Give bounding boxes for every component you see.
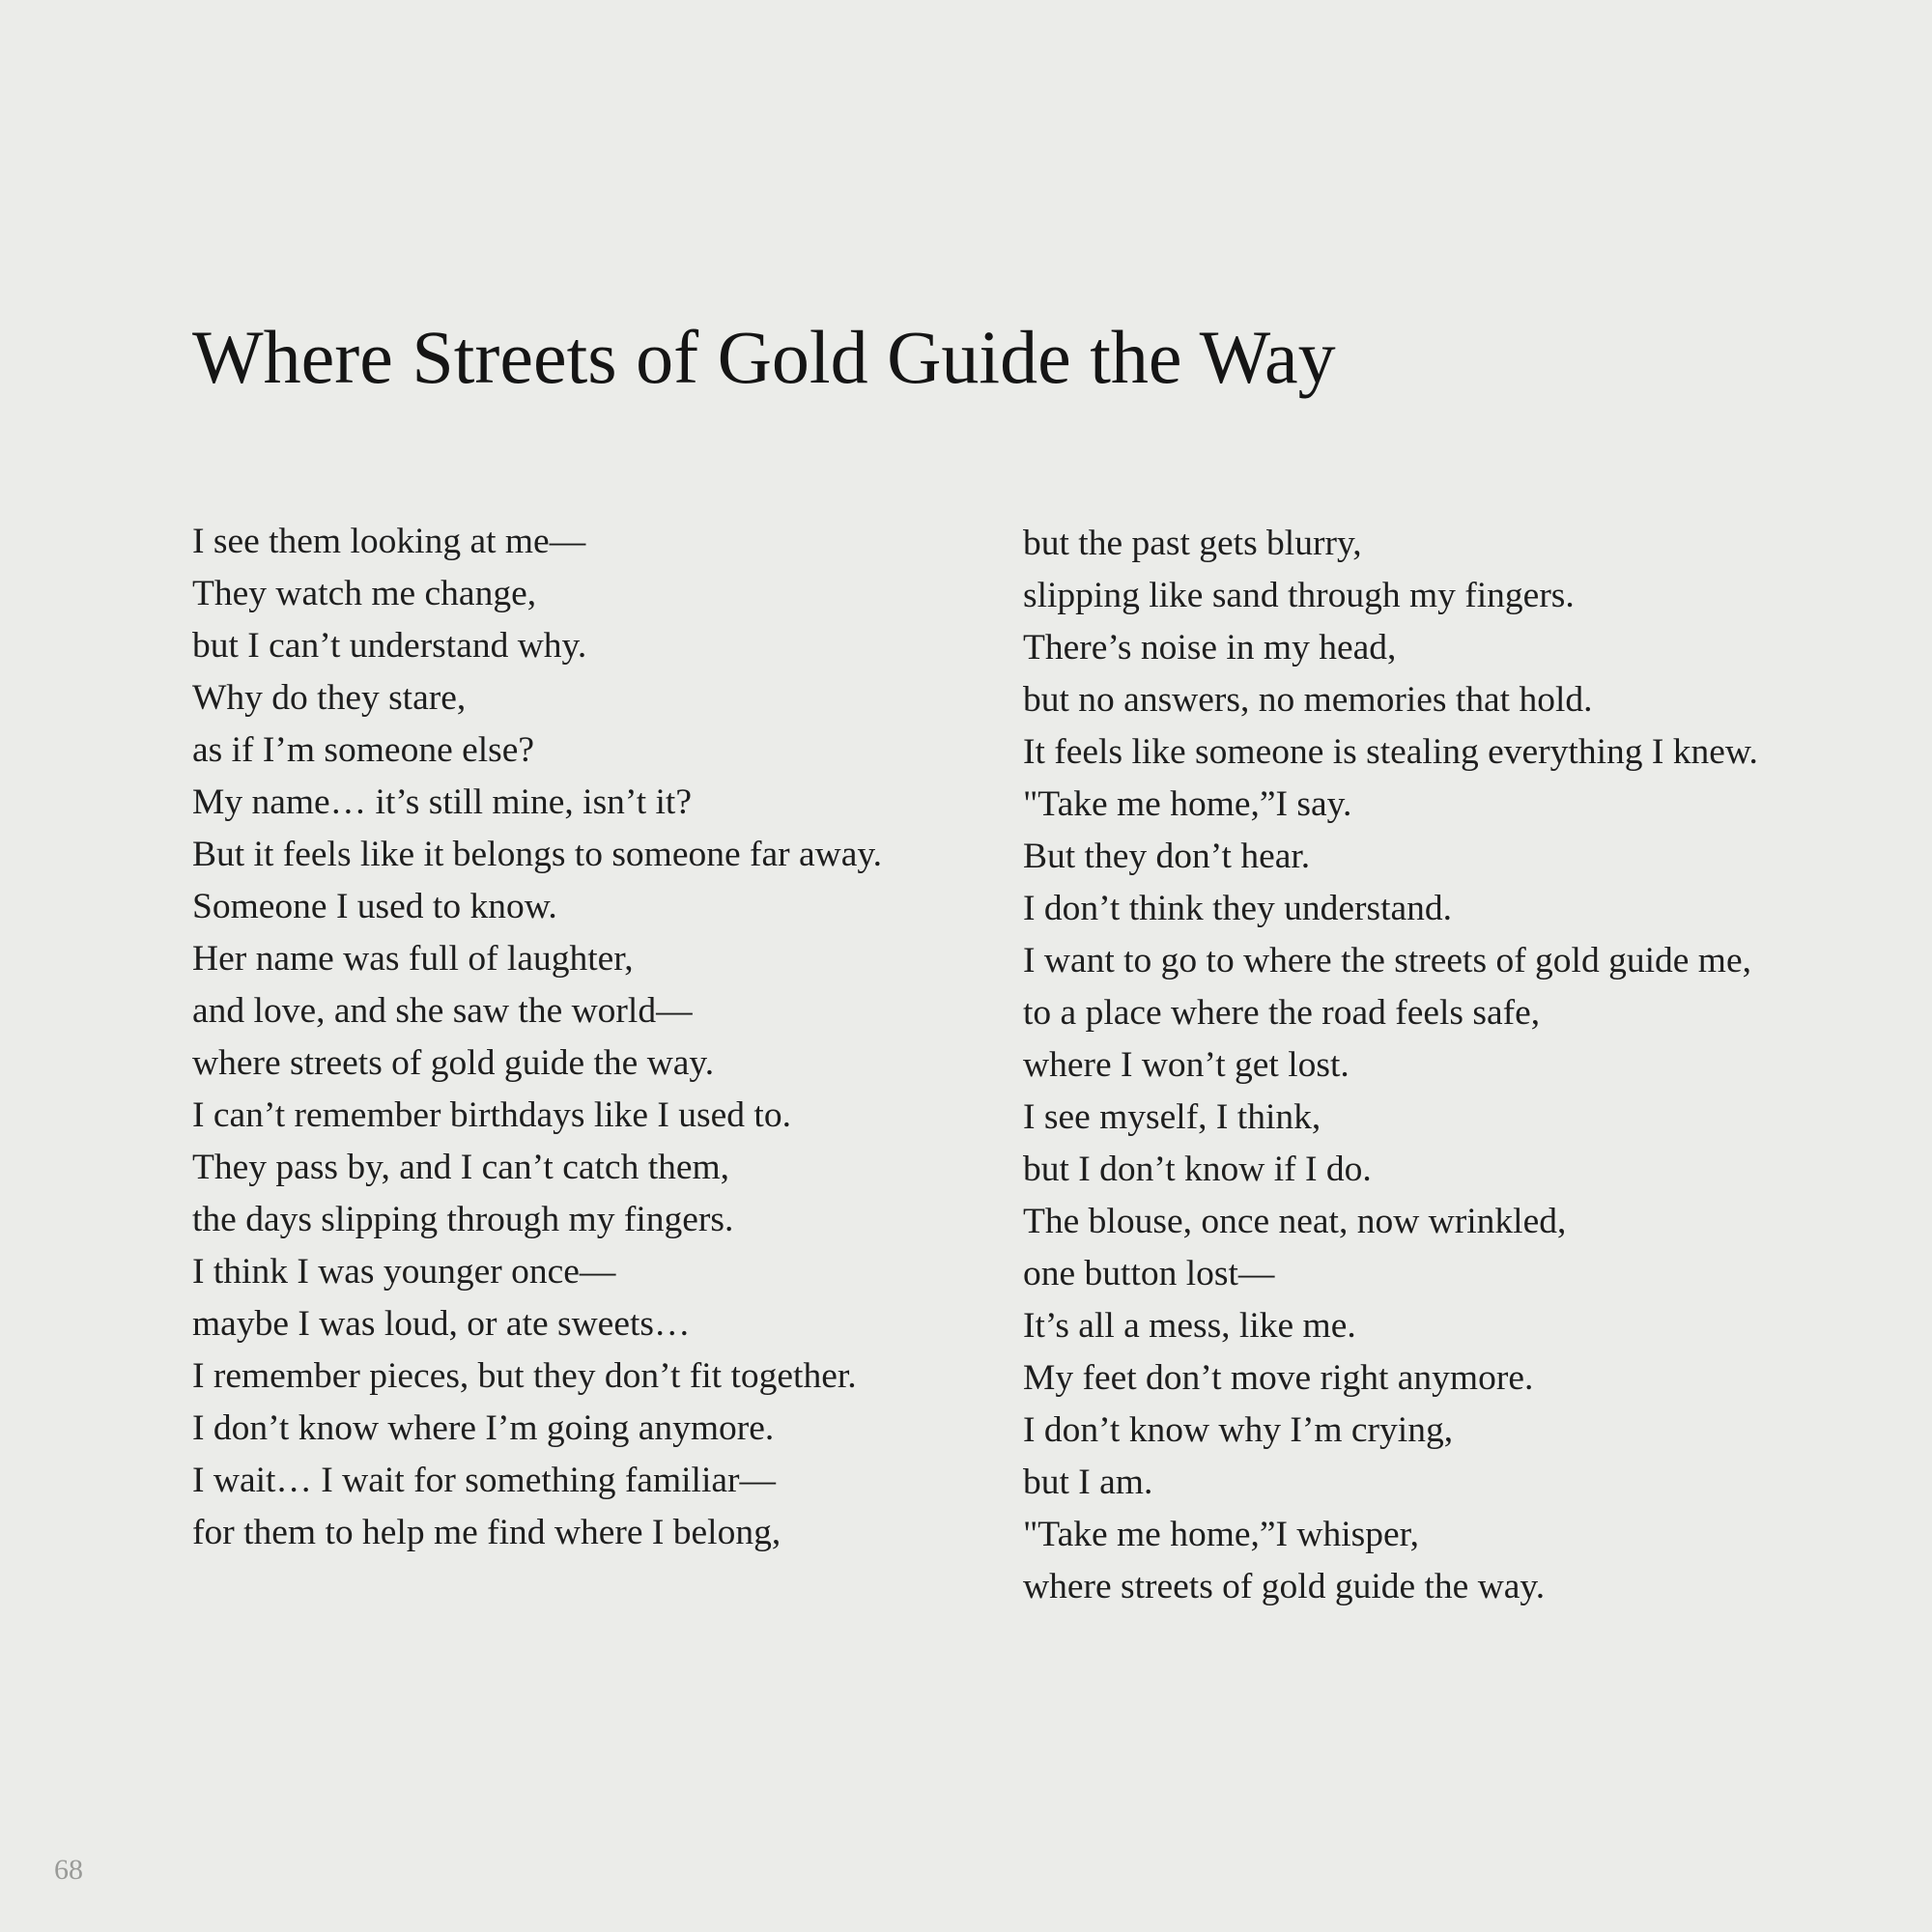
poem-line: I don’t know where I’m going anymore. bbox=[192, 1408, 775, 1448]
poem-line: I think I was younger once— bbox=[192, 1252, 616, 1292]
poem-line: but I can’t understand why. bbox=[192, 626, 587, 666]
poem-line: Why do they stare, bbox=[192, 678, 467, 718]
poem-line: for them to help me find where I belong, bbox=[192, 1513, 781, 1552]
poem-line: I want to go to where the streets of gold guide me, bbox=[1023, 941, 1751, 980]
poem-line: I remember pieces, but they don’t fit together. bbox=[192, 1356, 857, 1396]
poem-line: but I don’t know if I do. bbox=[1023, 1150, 1372, 1189]
poem-line: The blouse, once neat, now wrinkled, bbox=[1023, 1202, 1567, 1241]
poem-line: It’s all a mess, like me. bbox=[1023, 1306, 1356, 1346]
poem-line: I wait… I wait for something familiar— bbox=[192, 1461, 777, 1500]
poem-line: I can’t remember birthdays like I used to. bbox=[192, 1095, 791, 1135]
poem-line: It feels like someone is stealing everything I knew. bbox=[1023, 732, 1758, 772]
poem-line: to a place where the road feels safe, bbox=[1023, 993, 1541, 1033]
poem-line: where streets of gold guide the way. bbox=[192, 1043, 715, 1083]
poem-line: where streets of gold guide the way. bbox=[1023, 1567, 1546, 1606]
page-number: 68 bbox=[54, 1854, 83, 1886]
poem-line: one button lost— bbox=[1023, 1254, 1275, 1293]
poem-line: where I won’t get lost. bbox=[1023, 1045, 1350, 1085]
poem-line: Her name was full of laughter, bbox=[192, 939, 634, 979]
poem-line: slipping like sand through my fingers. bbox=[1023, 576, 1575, 615]
poem-line: I see myself, I think, bbox=[1023, 1097, 1321, 1137]
poem-line: the days slipping through my fingers. bbox=[192, 1200, 734, 1239]
poem-line: and love, and she saw the world— bbox=[192, 991, 693, 1031]
poem-line: but the past gets blurry, bbox=[1023, 524, 1362, 563]
poem-line: Someone I used to know. bbox=[192, 887, 557, 926]
poem-line: They pass by, and I can’t catch them, bbox=[192, 1148, 730, 1187]
poem-line: I see them looking at me— bbox=[192, 522, 586, 561]
poem-line: but I am. bbox=[1023, 1463, 1153, 1502]
poem-line: My feet don’t move right anymore. bbox=[1023, 1358, 1534, 1398]
poem-line: maybe I was loud, or ate sweets… bbox=[192, 1304, 691, 1344]
poem-line: But they don’t hear. bbox=[1023, 837, 1311, 876]
poem-line: "Take me home,”I whisper, bbox=[1023, 1515, 1419, 1554]
poem-line: There’s noise in my head, bbox=[1023, 628, 1397, 668]
poem-column-left bbox=[192, 516, 882, 1559]
poem-column-right bbox=[1023, 518, 1758, 1613]
page-title: Where Streets of Gold Guide the Way bbox=[192, 315, 1336, 399]
poem-line: but no answers, no memories that hold. bbox=[1023, 680, 1593, 720]
poem-line: They watch me change, bbox=[192, 574, 537, 613]
poem-line: But it feels like it belongs to someone far away. bbox=[192, 835, 883, 874]
poem-line: "Take me home,”I say. bbox=[1023, 784, 1352, 824]
poem-line: as if I’m someone else? bbox=[192, 730, 535, 770]
poem-line: My name… it’s still mine, isn’t it? bbox=[192, 782, 692, 822]
poem-line: I don’t know why I’m crying, bbox=[1023, 1410, 1454, 1450]
poem-line: I don’t think they understand. bbox=[1023, 889, 1453, 928]
